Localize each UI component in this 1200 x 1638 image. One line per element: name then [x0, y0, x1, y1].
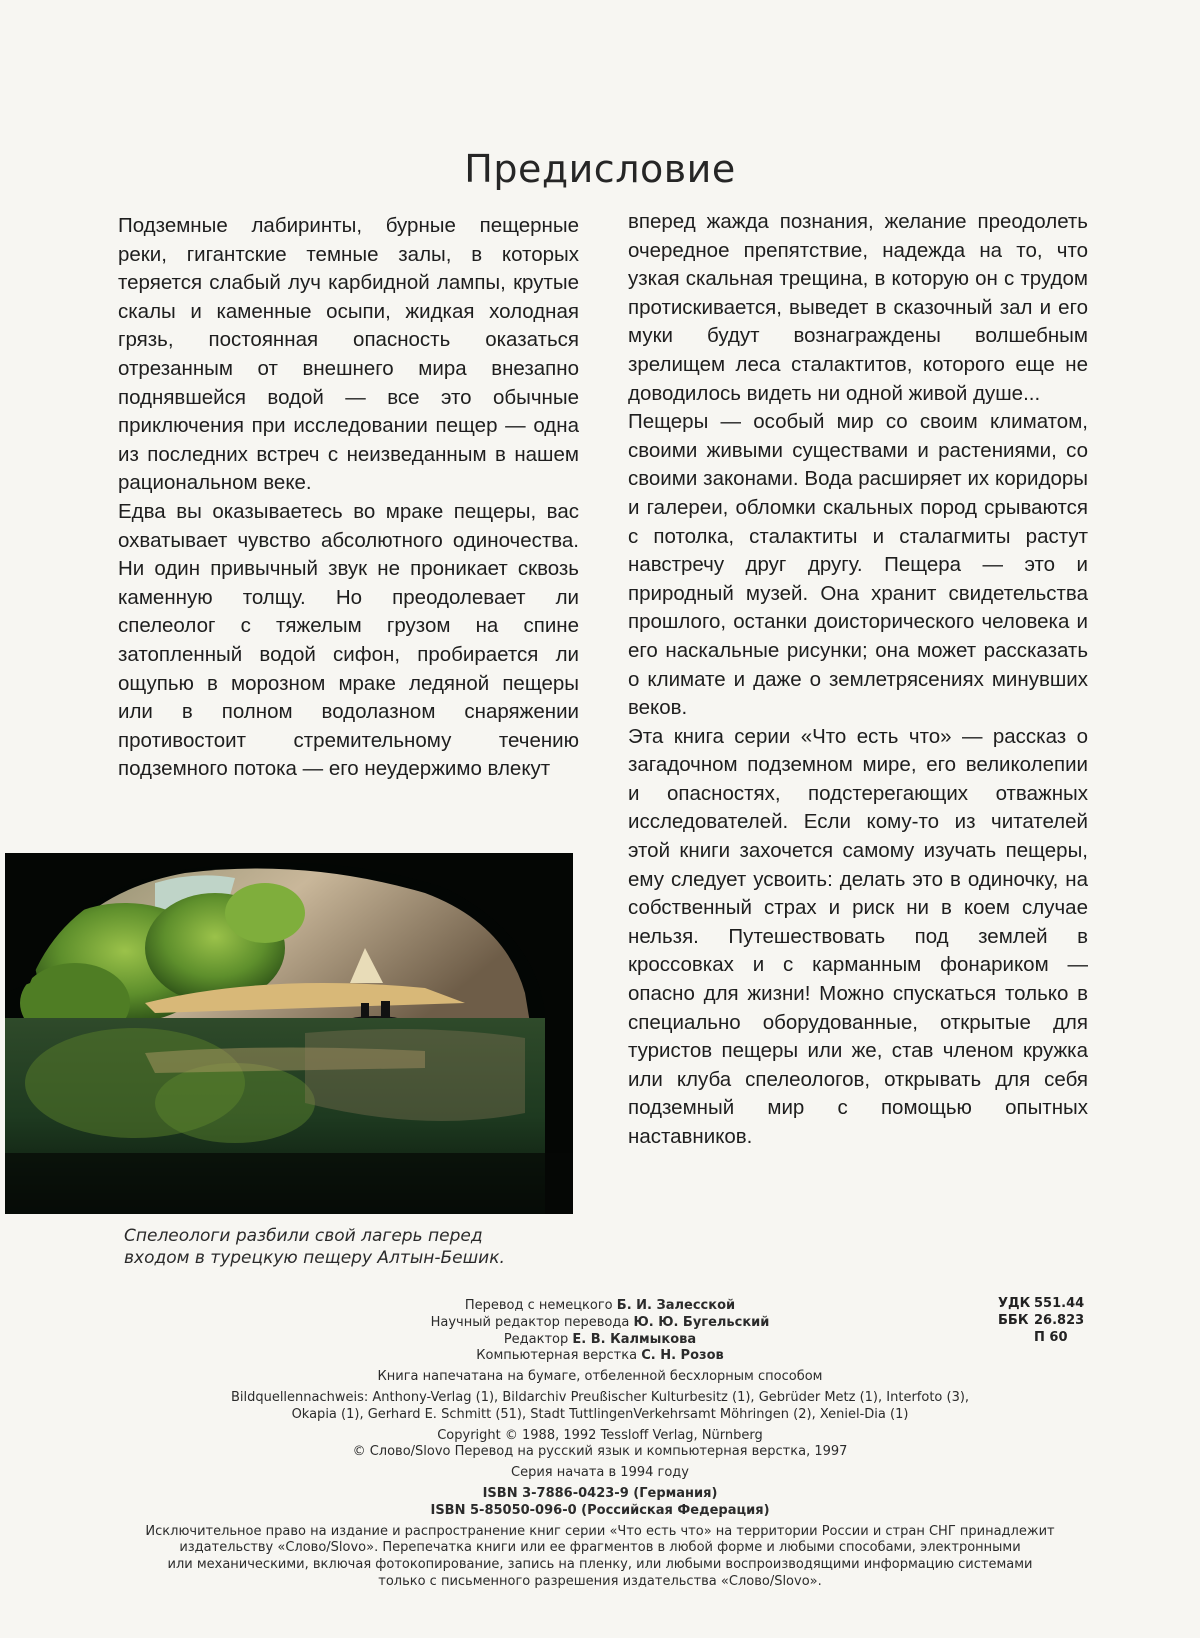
rights-line: или механическими, включая фотокопирование, запись на пленку, или любыми воспроизводящими информацию системами: [167, 1557, 1033, 1573]
paragraph: Пещеры — особый мир со своим климатом, своими живыми существами и растениями, со своими законами. Вода расширяет их коридоры и галереи, обломки скальных пород срываются с потолка, сталактиты и сталагмиты растут навстречу друг другу. Пещера — это и природный музей. Она хранит свидетельства прошлого, останки доисторического человека и его наскальные рисунки; она может рассказать о климате и даже о землетрясениях минувших веков.: [628, 410, 1088, 720]
paragraph: Подземные лабиринты, бурные пещерные реки, гигантские темные залы, в которых теряется слабый луч карбидной лампы, крутые скалы и каменные осыпи, жидкая холодная грязь, постоянная опасность оказаться отрезанным от внешнего мира внезапно поднявшейся водой — все это обычные приключения при исследовании пещер — одна из последних встреч с неизведанным в нашем рациональном веке.: [118, 214, 579, 495]
copyright-line: Copyright © 1988, 1992 Tessloff Verlag, Nürnberg: [437, 1427, 763, 1443]
text-column-left: [118, 212, 579, 784]
science-editor-credit: Научный редактор перевода Ю. Ю. Бугельский: [430, 1314, 770, 1330]
editor-credit: Редактор Е. В. Калмыкова: [503, 1331, 697, 1347]
series-note: Серия начата в 1994 году: [511, 1465, 689, 1481]
bbk-value: 26.823: [1034, 1312, 1085, 1328]
paragraph: Едва вы оказываетесь во мраке пещеры, вас охватывает чувство абсолютного одиночества. Ни один привычный звук не проникает сквозь каменную толщу. Но преодолевает ли спелеолог с тяжелым грузом на спине затопленный водой сифон, пробирается ли ощупью в морозном мраке ледяной пещеры или в полном водолазном снаряжении противостоит стремительному течению подземного потока — его неудержимо влекут: [118, 499, 579, 781]
translation-credit: Перевод с немецкого Б. И. Залесской: [464, 1298, 736, 1313]
paragraph: вперед жажда познания, желание преодолеть очередное препятствие, надежда на то, что узкая скальная трещина, в которую он с трудом протискивается, выведет в сказочный зал и его муки будут вознаграждены волшебным зрелищем леса сталактитов, которого еще не доводилось видеть ни одной живой душе...: [628, 210, 1088, 405]
photo-caption: [124, 1225, 544, 1269]
bbk-label: ББК: [998, 1312, 1029, 1328]
rights-line: издательству «Слово/Slovo». Перепечатка книги или ее фрагментов в любой форме и любыми способами, электронными: [179, 1540, 1021, 1556]
caption-line: Спелеологи разбили свой лагерь перед: [124, 1226, 483, 1246]
index-value: П 60: [1034, 1329, 1068, 1345]
page-title: Предисловие: [464, 147, 736, 192]
picture-sources-line: Bildquellennachweis: Anthony-Verlag (1), Bildarchiv Preußischer Kulturbesitz (1), Gebrüder Metz (1), Interfoto (3),: [230, 1389, 970, 1405]
picture-sources-line: Okapia (1), Gerhard E. Schmitt (51), Stadt TuttlingenVerkehrsamt Möhringen (2), Xeniel-Dia (1): [291, 1406, 909, 1422]
classification-codes: [998, 1296, 1084, 1346]
caption-line: входом в турецкую пещеру Алтын-Бешик.: [124, 1248, 505, 1268]
isbn-line: ISBN 5-85050-096-0 (Российская Федерация): [430, 1502, 770, 1518]
isbn-line: ISBN 3-7886-0423-9 (Германия): [482, 1485, 718, 1501]
layout-credit: Компьютерная верстка С. Н. Розов: [476, 1348, 724, 1364]
udk-value: 551.44: [1034, 1296, 1085, 1311]
rights-line: Исключительное право на издание и распространение книг серии «Что есть что» на территории России и стран СНГ принадлежит: [145, 1523, 1055, 1539]
paragraph: Эта книга серии «Что есть что» — рассказ о загадочном подземном мире, его великолепии и опасностях, подстерегающих отважных исследователей. Если кому-то из читателей этой книги захочется самому изучать пещеры, ему следует усвоить: делать это в одиночку, на собственный страх и риск ни в коем случае нельзя. Путешествовать под землей в кроссовках и с карманным фонариком — опасно для жизни! Можно спускаться только в специально оборудованные, открытые для туристов пещеры или же, став членом кружка или клуба спелеологов, открывать для себя подземный мир с помощью опытных наставников.: [628, 724, 1088, 1148]
rights-line: только с письменного разрешения издательства «Слово/Slovo».: [378, 1573, 822, 1589]
udk-label: УДК: [998, 1296, 1031, 1311]
paper-note: Книга напечатана на бумаге, отбеленной бесхлорным способом: [377, 1369, 823, 1385]
copyright-line: © Слово/Slovo Перевод на русский язык и компьютерная верстка, 1997: [352, 1444, 848, 1460]
text-column-right: [628, 208, 1088, 1152]
cave-entrance-photo: [5, 853, 573, 1214]
